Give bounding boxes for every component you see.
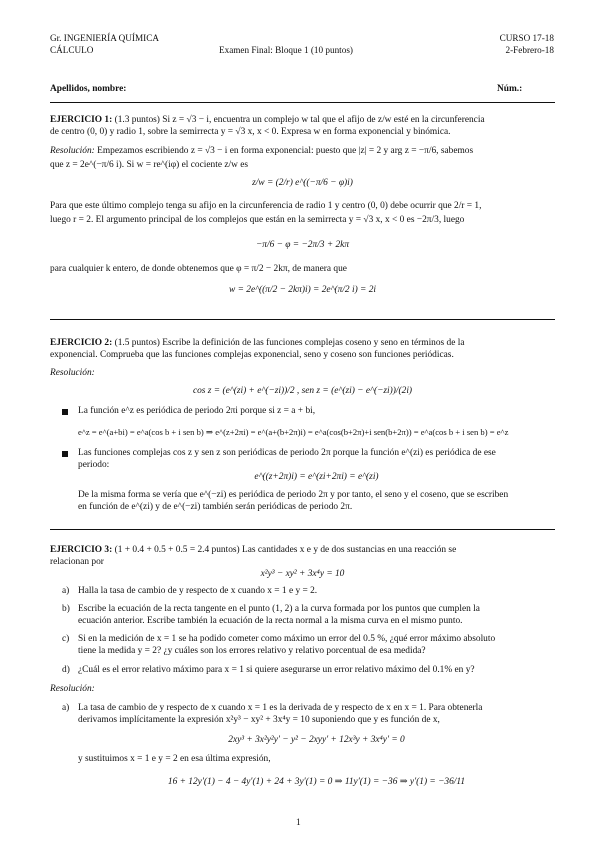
exercise-3-title: EJERCICIO 3: [50, 545, 113, 555]
resolution-line: que z = 2e^(−π/6 i). Si w = re^(iφ) el cociente z/w es [50, 160, 249, 170]
resolution-line: y sustituimos x = 1 e y = 2 en esa última expresión, [78, 754, 271, 764]
exercise-1-line1: (1.3 puntos) Si z = √3 − i, encuentra un complejo w tal que el afijo de z/w esté en la circunferencia [114, 115, 485, 125]
exam-title: Examen Final: Bloque 1 (10 puntos) [219, 45, 353, 55]
divider [50, 319, 555, 320]
course-label: CURSO 17-18 [499, 33, 554, 43]
item-text: Escribe la ecuación de la recta tangente en el punto (1, 2) a la curva formada por los puntos que cumplen la [78, 604, 480, 614]
item-label: a) [62, 703, 70, 713]
bullet-text: en función de e^(zi) y de e^(−zi) también serán periódicas de periodo 2π. [78, 502, 353, 512]
subject-title: CÁLCULO [50, 45, 94, 55]
resolution-label: Resolución: [50, 368, 95, 378]
item-text: ecuación anterior. Escribe también la ecuación de la recta normal a la misma curva en el mismo punto. [78, 616, 463, 626]
exercise-1-line2: de centro (0, 0) y radio 1, sobre la semirrecta y = √3 x, x < 0. Expresa w en forma exponencial y binómica. [50, 127, 451, 137]
equation: x²y³ − xy² + 3x⁴y = 10 [260, 569, 345, 579]
resolution-line: La tasa de cambio de y respecto de x cuando x = 1 es la derivada de y respecto de x en x = 1. Para obtenerla [78, 703, 483, 713]
exercise-1-title: EJERCICIO 1: [50, 115, 113, 125]
bullet-text: La función e^z es periódica de periodo 2πi porque si z = a + bi, [78, 406, 316, 416]
item-label: d) [62, 665, 70, 675]
exam-date: 2-Febrero-18 [505, 45, 554, 55]
equation: w = 2e^((π/2 − 2kπ)i) = 2e^(π/2 i) = 2i [228, 285, 376, 295]
page-number: 1 [296, 818, 301, 828]
divider [50, 529, 555, 530]
bullet-icon [62, 451, 68, 457]
bullet-icon [62, 409, 68, 415]
resolution-line: Para que este último complejo tenga su afijo en la circunferencia de radio 1 y centro (0, 0) debe ocurrir que 2/r = 1, [50, 201, 482, 211]
item-text: ¿Cuál es el error relativo máximo para x = 1 si quiere asegurarse un error relativo máximo del 0.1% en y? [78, 665, 475, 675]
equation: z/w = (2/r) e^((−π/6 − φ)i) [252, 178, 353, 188]
item-text: Halla la tasa de cambio de y respecto de x cuando x = 1 e y = 2. [78, 586, 318, 596]
resolution-line: derivamos implícitamente la expresión x²y³ − xy² + 3x⁴y = 10 suponiendo que y es función de x, [78, 715, 440, 725]
bullet-text: Las funciones complejas cos z y sen z son periódicas de periodo 2π porque la función e^(zi) es periódica de ese [78, 448, 496, 458]
number-label: Núm.: [497, 84, 523, 94]
equation: e^z = e^(a+bi) = e^a(cos b + i sen b) ⇒ e^(z+2πi) = e^(a+(b+2π)i) = e^a(cos(b+2π)+i sen(b+2π)) = e^a(cos b + i sen b) = e^z [78, 427, 509, 437]
exercise-3-statement [50, 545, 456, 556]
equation: 16 + 12y′(1) − 4 − 4y′(1) + 24 + 3y′(1) = 0 ⇒ 11y′(1) = −36 ⇒ y′(1) = −36/11 [167, 777, 466, 787]
exercise-2-title: EJERCICIO 2: [50, 338, 113, 348]
bullet-text: periodo: [78, 460, 110, 470]
exercise-1-statement [50, 115, 485, 126]
divider [50, 102, 555, 103]
degree-title: Gr. INGENIERÍA QUÍMICA [50, 33, 159, 43]
resolution-label: Resolución: [50, 684, 95, 694]
exercise-1-resolution [50, 146, 473, 157]
exercise-2-line2: exponencial. Comprueba que las funciones complejas exponencial, seno y coseno son funciones periódicas. [50, 350, 454, 360]
item-text: Si en la medición de x = 1 se ha podido cometer como máximo un error del 0.5 %, ¿qué error máximo absoluto [78, 634, 496, 644]
resolution-line: para cualquier k entero, de donde obtenemos que φ = π/2 − 2kπ, de manera que [50, 264, 347, 274]
exercise-3-line1: (1 + 0.4 + 0.5 + 0.5 = 2.4 puntos) Las cantidades x e y de dos sustancias en una reacción se [114, 545, 457, 555]
resolution-line: luego r = 2. El argumento principal de los complejos que están en la semirrecta y = √3 x, x < 0 es −2π/3, luego [50, 215, 465, 225]
exercise-3-line2: relacionan por [50, 557, 104, 567]
exercise-2-statement [50, 338, 465, 349]
resolution-label: Resolución: [50, 146, 95, 156]
item-text: tiene la medida y = 2? ¿y cuáles son los errores relativo y relativo porcentual de esa medida? [78, 646, 426, 656]
item-label: a) [62, 586, 70, 596]
bullet-text: De la misma forma se vería que e^(−zi) es periódica de periodo 2π y por tanto, el seno y el coseno, que se escriben [78, 490, 509, 500]
item-label: b) [62, 604, 70, 614]
equation: −π/6 − φ = −2π/3 + 2kπ [255, 240, 350, 250]
equation: e^((z+2π)i) = e^(zi+2πi) = e^(zi) [254, 472, 379, 482]
resolution-line: Empezamos escribiendo z = √3 − i en forma exponencial: puesto que |z| = 2 y arg z = −π/6, sabemos [97, 146, 474, 156]
equation: cos z = (e^(zi) + e^(−zi))/2 , sen z = (e^(zi) − e^(−zi))/(2i) [192, 386, 413, 396]
item-label: c) [62, 634, 70, 644]
equation: 2xy³ + 3x²y²y′ − y² − 2xyy′ + 12x³y + 3x⁴y′ = 0 [228, 735, 405, 745]
exercise-2-line1: (1.5 puntos) Escribe la definición de las funciones complejas coseno y seno en términos de la [114, 338, 465, 348]
name-label: Apellidos, nombre: [50, 84, 127, 94]
